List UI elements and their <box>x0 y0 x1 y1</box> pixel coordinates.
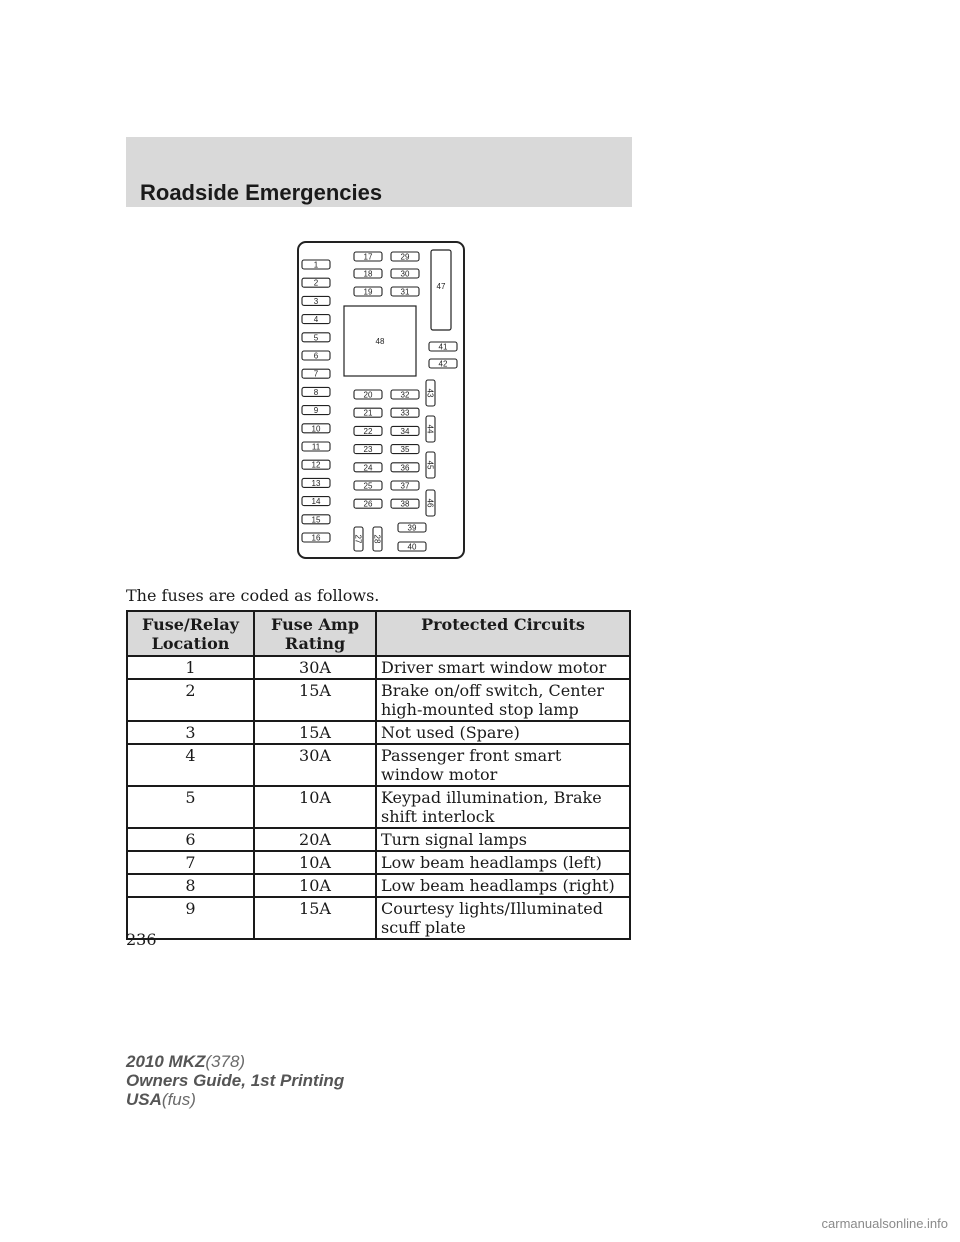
fuse-rating-cell: 30A <box>254 744 376 786</box>
fuse-30-label: 30 <box>400 269 410 279</box>
table-row <box>127 656 630 679</box>
fuse-41-label: 41 <box>438 342 448 352</box>
fuse-45-label: 45 <box>425 460 435 470</box>
fuse-location-cell: 6 <box>127 828 254 851</box>
table-row <box>127 874 630 897</box>
fuse-location-cell: 1 <box>127 656 254 679</box>
footer-model-code: (378) <box>205 1052 246 1071</box>
fuse-11-label: 11 <box>311 442 321 452</box>
fuse-4-label: 4 <box>313 315 319 325</box>
protected-circuits-cell: Keypad illumination, Brake shift interlock <box>376 786 630 828</box>
protected-circuits-cell: Turn signal lamps <box>376 828 630 851</box>
fuse-12-label: 12 <box>311 460 321 470</box>
fuse-31-label: 31 <box>400 287 410 297</box>
fuse-rating-cell: 15A <box>254 721 376 744</box>
fuse-rating-cell: 10A <box>254 786 376 828</box>
fuse-13-label: 13 <box>311 478 321 488</box>
fuse-36-label: 36 <box>400 463 410 473</box>
fuse-rating-cell: 15A <box>254 897 376 939</box>
fuse-46-label: 46 <box>425 498 435 508</box>
fuse-rating-cell: 20A <box>254 828 376 851</box>
fuse-location-cell: 2 <box>127 679 254 721</box>
footer-market: USA <box>126 1090 162 1109</box>
footer-line-1 <box>126 1052 344 1071</box>
footer-line-2 <box>126 1071 344 1090</box>
intro-text: The fuses are coded as follows. <box>126 586 380 605</box>
fuse-20-label: 20 <box>363 390 373 400</box>
fuse-19-label: 19 <box>363 287 373 297</box>
fuse-2-label: 2 <box>313 278 319 288</box>
page-number: 236 <box>126 930 157 949</box>
fuse-location-cell: 8 <box>127 874 254 897</box>
fuse-43-label: 43 <box>425 388 435 398</box>
fuse-rating-cell: 30A <box>254 656 376 679</box>
footer-edition: Owners Guide, 1st Printing <box>126 1071 345 1090</box>
table-row <box>127 721 630 744</box>
fuse-10-label: 10 <box>311 424 321 434</box>
protected-circuits-cell: Low beam headlamps (right) <box>376 874 630 897</box>
section-title: Roadside Emergencies <box>140 180 383 205</box>
table-row <box>127 851 630 874</box>
fuse-24-label: 24 <box>363 463 373 473</box>
table-row <box>127 786 630 828</box>
fuse-21-label: 21 <box>363 408 373 418</box>
table-row <box>127 828 630 851</box>
column-header-rating: Fuse Amp Rating <box>254 611 376 656</box>
fuse-40-label: 40 <box>407 542 417 552</box>
fuse-17-label: 17 <box>363 252 373 262</box>
protected-circuits-cell: Driver smart window motor <box>376 656 630 679</box>
fuse-33-label: 33 <box>400 408 410 418</box>
fuse-35-label: 35 <box>400 445 410 455</box>
fuse-8-label: 8 <box>313 387 319 397</box>
fuse-42-label: 42 <box>438 359 448 369</box>
fuse-32-label: 32 <box>400 390 410 400</box>
fuse-location-cell: 3 <box>127 721 254 744</box>
column-header-location: Fuse/Relay Location <box>127 611 254 656</box>
fuse-5-label: 5 <box>313 333 319 343</box>
fuse-panel-diagram <box>296 240 466 560</box>
watermark: carmanualsonline.info <box>821 1216 948 1231</box>
table-row <box>127 897 630 939</box>
footer <box>126 1052 344 1109</box>
fuse-rating-cell: 10A <box>254 874 376 897</box>
fuse-26-label: 26 <box>363 499 373 509</box>
protected-circuits-cell: Low beam headlamps (left) <box>376 851 630 874</box>
table-row <box>127 679 630 721</box>
fuse-38-label: 38 <box>400 499 410 509</box>
fuse-27-label: 27 <box>353 534 363 544</box>
footer-line-3 <box>126 1090 344 1109</box>
fuse-15-label: 15 <box>311 515 321 525</box>
fuse-39-label: 39 <box>407 523 417 533</box>
fuse-34-label: 34 <box>400 426 410 436</box>
fuse-location-cell: 4 <box>127 744 254 786</box>
fuse-6-label: 6 <box>313 351 319 361</box>
fuse-1-label: 1 <box>313 260 319 270</box>
fuse-location-cell: 9 <box>127 897 254 939</box>
fuse-9-label: 9 <box>313 406 319 416</box>
protected-circuits-cell: Brake on/off switch, Center high-mounted stop lamp <box>376 679 630 721</box>
fuse-location-cell: 5 <box>127 786 254 828</box>
fuse-14-label: 14 <box>311 497 321 507</box>
fuse-48-label: 48 <box>375 337 385 346</box>
fuse-47-label: 47 <box>436 282 446 291</box>
table-header-row <box>127 611 630 656</box>
fuse-37-label: 37 <box>400 481 410 491</box>
fuse-28-label: 28 <box>372 534 382 544</box>
fuse-23-label: 23 <box>363 445 373 455</box>
fuse-rating-cell: 15A <box>254 679 376 721</box>
fuse-18-label: 18 <box>363 269 373 279</box>
fuse-25-label: 25 <box>363 481 373 491</box>
fuse-29-label: 29 <box>400 252 410 262</box>
fuse-rating-cell: 10A <box>254 851 376 874</box>
fuse-table <box>126 610 631 940</box>
fuse-44-label: 44 <box>425 424 435 434</box>
footer-market-code: (fus) <box>161 1090 196 1109</box>
footer-model: 2010 MKZ <box>126 1052 206 1071</box>
fuse-22-label: 22 <box>363 426 373 436</box>
protected-circuits-cell: Courtesy lights/Illuminated scuff plate <box>376 897 630 939</box>
column-header-circuits: Protected Circuits <box>376 611 630 656</box>
fuse-7-label: 7 <box>313 369 319 379</box>
protected-circuits-cell: Not used (Spare) <box>376 721 630 744</box>
fuse-3-label: 3 <box>313 296 319 306</box>
fuse-16-label: 16 <box>311 533 321 543</box>
table-row <box>127 744 630 786</box>
fuse-location-cell: 7 <box>127 851 254 874</box>
protected-circuits-cell: Passenger front smart window motor <box>376 744 630 786</box>
